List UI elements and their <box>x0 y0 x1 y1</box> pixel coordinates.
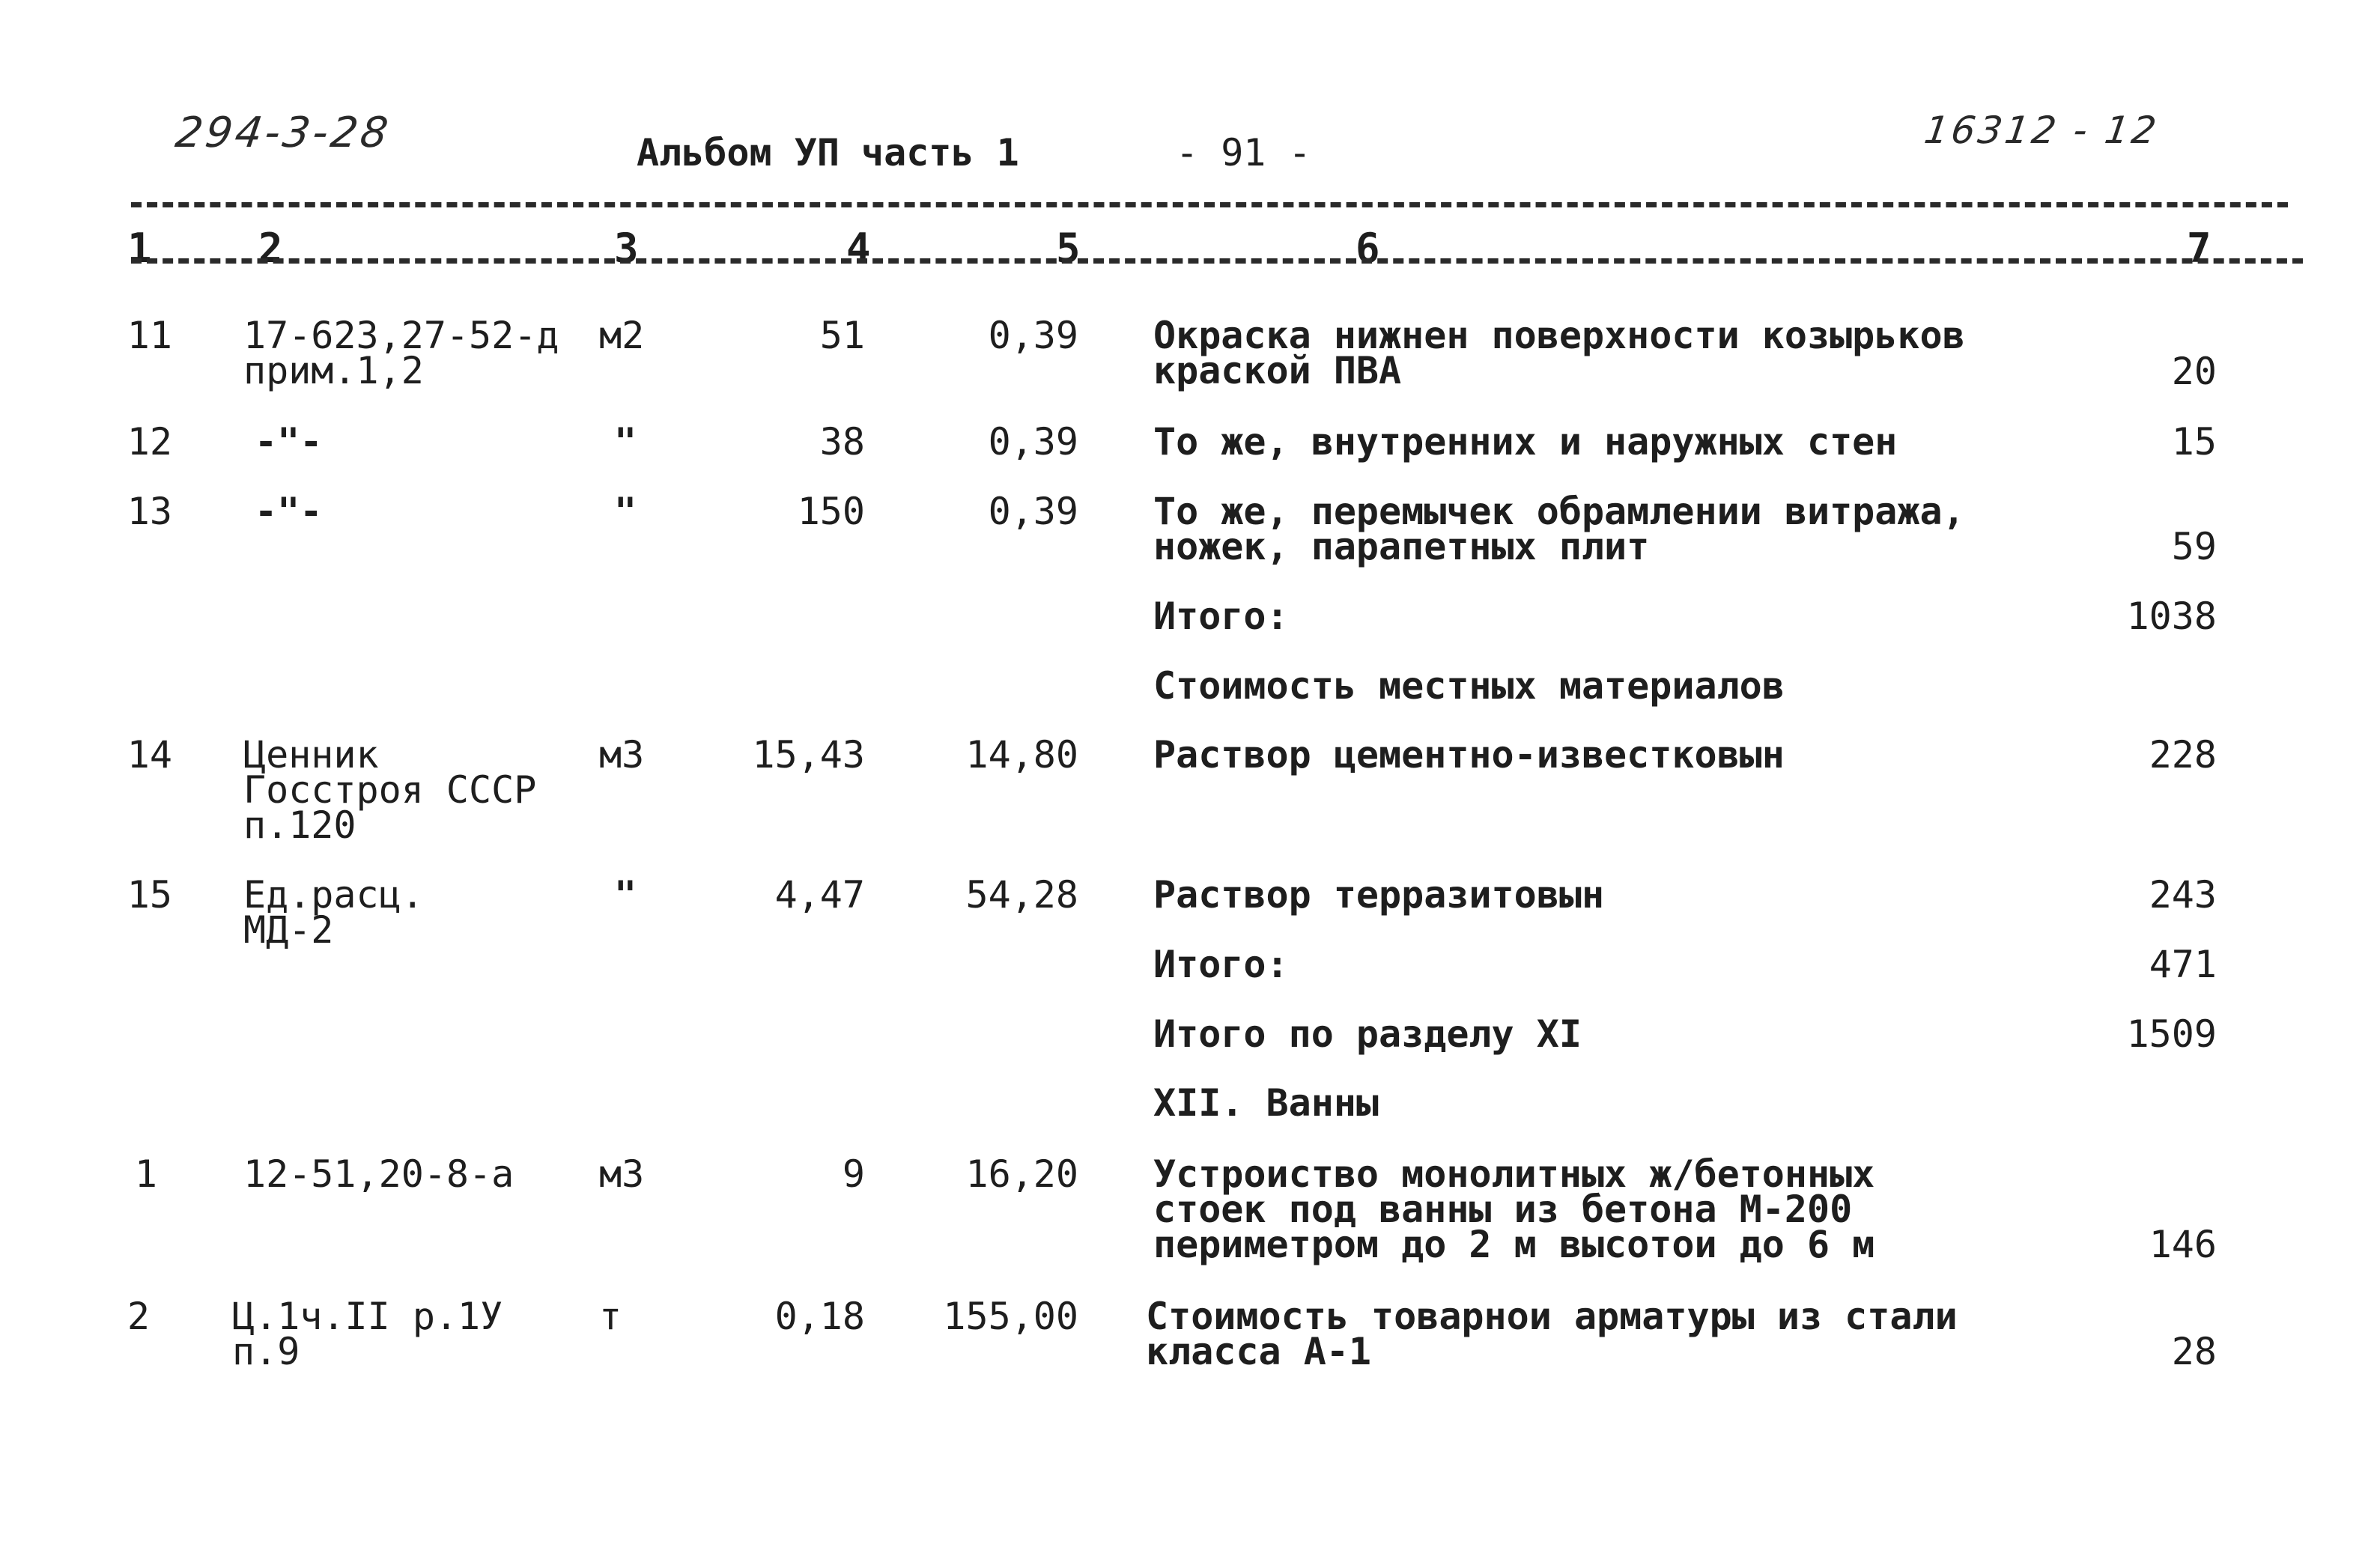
row-description: Раствор терразитовын <box>1153 873 1605 917</box>
row-quantity: 38 <box>819 420 865 464</box>
row-unit-price: 155,00 <box>943 1295 1078 1338</box>
row-description: Устроиство монолитных ж/бетонных стоек под ванны из бетона М-200 периметром до 2 м высотои до 6 м <box>1153 1152 1875 1266</box>
row-unit-price: 0,39 <box>988 490 1078 533</box>
row-reference: Ед.расц. МД-2 <box>243 873 424 952</box>
row-unit: м3 <box>599 1152 645 1196</box>
col-number-2: 2 <box>258 225 283 272</box>
row-unit-price: 54,28 <box>965 873 1078 917</box>
row-number: 13 <box>127 490 172 533</box>
row-reference: 17-623,27-52-д прим.1,2 <box>243 314 559 392</box>
col-number-6: 6 <box>1356 225 1380 272</box>
row-total: 20 <box>2171 350 2217 393</box>
section-total-label: Итого по разделу XI <box>1153 1012 1582 1056</box>
column-number-divider <box>131 258 2303 264</box>
row-total: 243 <box>2149 873 2217 917</box>
page-number: - 91 - <box>1176 131 1311 174</box>
row-unit-price: 0,39 <box>988 420 1078 464</box>
album-label: Альбом УП <box>637 131 840 174</box>
row-description: Окраска нижнен поверхности козырьков краской ПВА <box>1153 314 1965 392</box>
row-quantity: 51 <box>819 314 865 357</box>
row-unit: " <box>614 490 637 533</box>
row-unit: " <box>614 420 637 464</box>
row-unit: т <box>599 1295 622 1338</box>
row-total: 59 <box>2171 525 2217 568</box>
row-description: То же, перемычек обрамлении витража, ножек, парапетных плит <box>1153 490 1965 568</box>
row-number: 12 <box>127 420 172 464</box>
row-number: 2 <box>127 1295 150 1338</box>
row-description: Раствор цементно-известковын <box>1153 733 1785 777</box>
part-label: часть 1 <box>861 131 1019 174</box>
header-divider <box>131 202 2288 207</box>
row-quantity: 0,18 <box>774 1295 865 1338</box>
row-reference: Ц.1ч.II р.1У п.9 <box>232 1295 503 1373</box>
subtotal-label: Итого: <box>1153 943 1289 986</box>
reg-number: 16312 - 12 <box>1921 109 2162 152</box>
col-number-1: 1 <box>127 225 152 272</box>
section-total-value: 1509 <box>2126 1012 2217 1056</box>
row-quantity: 4,47 <box>774 873 865 917</box>
row-total: 15 <box>2171 420 2217 464</box>
subtotal-value: 471 <box>2149 943 2217 986</box>
row-reference: Ценник Госстроя СССР п.120 <box>243 733 537 847</box>
col-number-3: 3 <box>614 225 639 272</box>
row-quantity: 150 <box>797 490 865 533</box>
row-quantity: 15,43 <box>752 733 865 777</box>
row-unit: " <box>614 873 637 917</box>
row-unit: м2 <box>599 314 645 357</box>
row-quantity: 9 <box>842 1152 865 1196</box>
row-unit-price: 14,80 <box>965 733 1078 777</box>
section-heading: Стоимость местных материалов <box>1153 664 1785 708</box>
row-number: 1 <box>134 1152 157 1196</box>
row-description: Стоимость товарнои арматуры из стали класса А-1 <box>1146 1295 1958 1373</box>
row-number: 14 <box>127 733 172 777</box>
col-number-4: 4 <box>846 225 871 272</box>
row-total: 28 <box>2171 1330 2217 1373</box>
row-unit-price: 0,39 <box>988 314 1078 357</box>
subtotal-value: 1038 <box>2126 595 2217 638</box>
section-heading: XII. Ванны <box>1153 1081 1379 1125</box>
row-description: То же, внутренних и наружных стен <box>1153 420 1898 464</box>
col-number-5: 5 <box>1056 225 1081 272</box>
row-number: 11 <box>127 314 172 357</box>
row-total: 146 <box>2149 1223 2217 1266</box>
col-number-7: 7 <box>2187 225 2211 272</box>
row-reference: 12-51,20-8-а <box>243 1152 514 1196</box>
subtotal-label: Итого: <box>1153 595 1289 638</box>
row-reference: -"- <box>255 420 323 464</box>
row-reference: -"- <box>255 490 323 533</box>
doc-code: 294-3-28 <box>172 109 394 157</box>
row-total: 228 <box>2149 733 2217 777</box>
row-unit: м3 <box>599 733 645 777</box>
row-number: 15 <box>127 873 172 917</box>
row-unit-price: 16,20 <box>965 1152 1078 1196</box>
